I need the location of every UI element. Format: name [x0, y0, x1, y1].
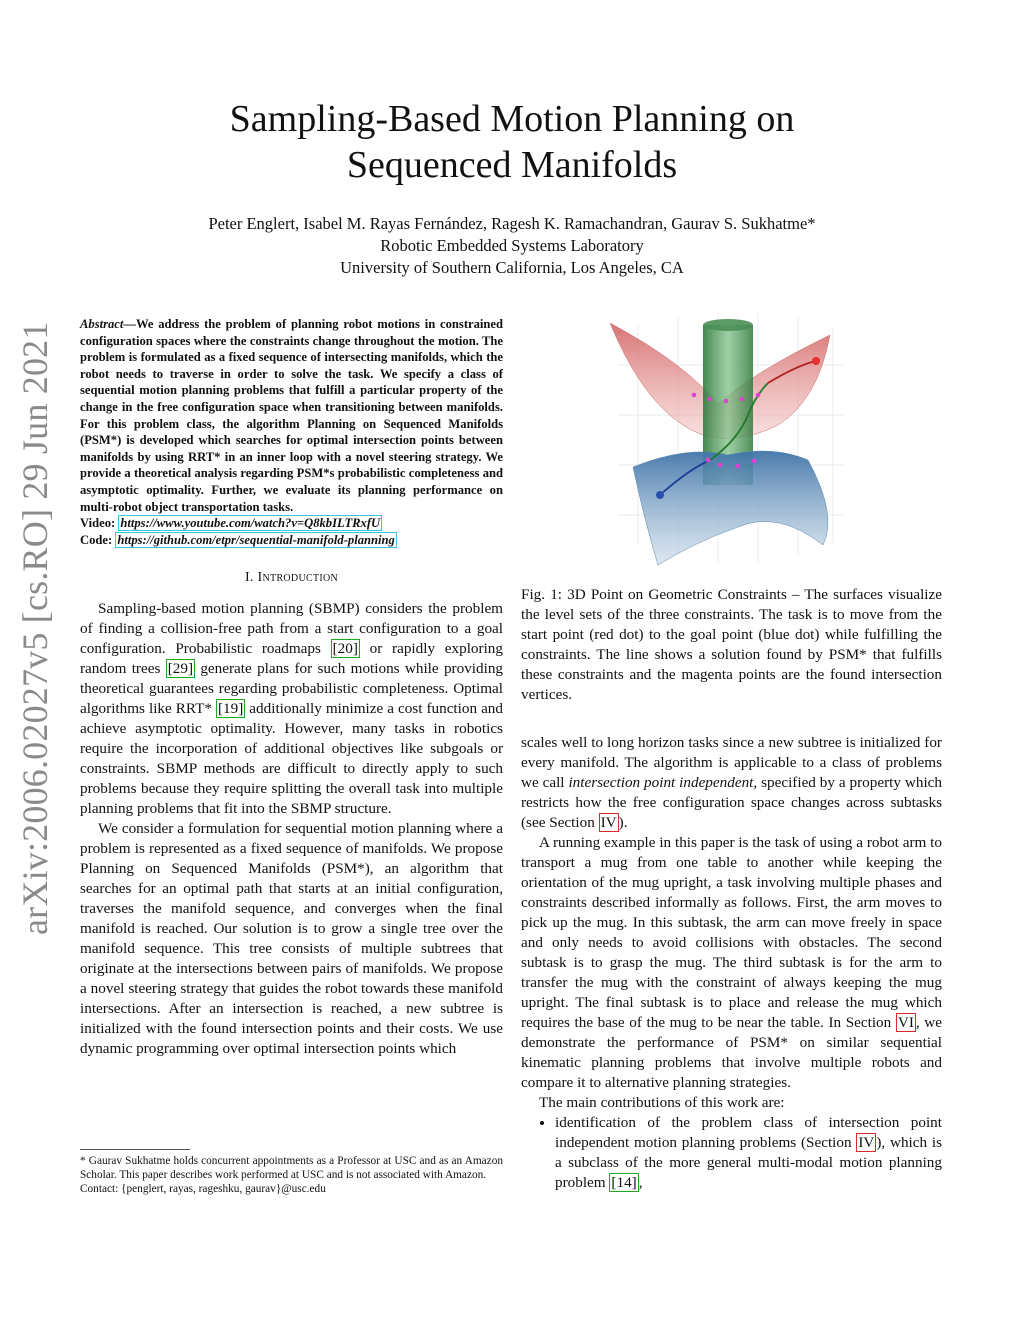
- section-heading-introduction: I. Introduction: [244, 570, 339, 586]
- figure-caption: Fig. 1: 3D Point on Geometric Constraints – The surfaces visualize the level sets of the three constraints. The task is to move from the start point (red dot) to the goal point (blue dot) while fulfilling the constraints. The line shows a solution found by PSM* that fulfills these constraints and the magenta points are the found intersection vertices.: [521, 586, 942, 703]
- footnote-text: * Gaurav Sukhatme holds concurrent appointments as a Professor at USC and as an Amazon Scholar. This paper describes work performed at USC and is not associated with Amazon.: [80, 1155, 503, 1181]
- intersection-vertex: [756, 393, 761, 398]
- goal-point-blue-dot: [656, 491, 664, 499]
- intersection-vertex: [708, 397, 713, 402]
- citation-link[interactable]: [20]: [332, 640, 358, 658]
- intro-paragraph-1: Sampling-based motion planning (SBMP) considers the problem of finding a collision-free path from a start configuration to a goal configuration. Probabilistic roadmaps [20] or rapidly exploring random trees [29] generate plans for such motions while providing theoretical guarantees regarding probabilistic completeness. Optimal algorithms like RRT* [19] additionally minimize a cost function and achieve asymptotic optimality. However, many tasks in robotics require the incorporation of additional objectives like subgoals or constraints. SBMP methods are difficult to directly apply to such problems because they require splitting the overall task into multiple planning problems that fit into the SBMP structure.: [80, 600, 504, 818]
- affiliation-university: University of Southern California, Los Angeles, CA: [340, 258, 684, 277]
- intro-paragraph-2: We consider a formulation for sequential motion planning where a problem is represented as a fixed sequence of manifolds. We propose Planning on Sequenced Manifolds (PSM*), an algorithm that searches for an optimal path that starts at an initial configuration, traverses the manifold sequence, and converges when the final manifold is reached. Our solution is to grow a single tree over the manifold sequence. This tree consists of multiple subtrees that originate at the intersections between pairs of manifolds. We propose a novel steering strategy that guides the robot towards these manifold intersections. After an intersection is reached, a new subtree is initialized with the found intersection points and their costs. We use dynamic programming over optimal intersection points which: [80, 820, 503, 1058]
- intersection-vertex: [706, 458, 711, 463]
- section-ref-link[interactable]: IV: [858, 1134, 875, 1151]
- author-list: Peter Englert, Isabel M. Rayas Fernández, Ragesh K. Ramachandran, Gaurav S. Sukhatme*: [208, 214, 816, 233]
- cylinder-top: [703, 319, 753, 331]
- abstract-label: Abstract: [80, 317, 124, 331]
- figure-3d-manifolds: [598, 305, 858, 577]
- right-paragraph-2: A running example in this paper is the task of using a robot arm to transport a mug from one table to another while keeping the orientation of the mug upright, a task involving multiple phases and constraints described informally as follows. First, the arm moves to pick up the mug. In this subtask, the arm can move freely in space and only needs to avoid collisions with obstacles. The second subtask is to grasp the mug. The third subtask is for the arm to transfer the mug with the constraint of always keeping the mug upright. The final subtask is to place and release the mug which requires the base of the mug to be near the table. In Section VI , we demonstrate the performance of PSM* on similar sequential kinematic planning problems that involve multiple robots and compare it to alternative planning strategies.: [521, 834, 942, 1091]
- video-link[interactable]: https://www.youtube.com/watch?v=Q8kbILTRxfU: [120, 516, 381, 531]
- citation-link[interactable]: [14]: [611, 1174, 637, 1191]
- right-column: [521, 733, 942, 1193]
- intersection-vertex: [692, 393, 697, 398]
- video-label: Video:: [80, 516, 116, 531]
- bottom-surface: [633, 451, 828, 565]
- right-paragraph-1: scales well to long horizon tasks since a new subtree is initialized for every manifold. The algorithm is applicable to a class of problems we call intersection point independent, specified by a property which restricts how the free configuration space changes across subtasks (see Section IV ).: [521, 734, 942, 831]
- affiliation-lab: Robotic Embedded Systems Laboratory: [380, 236, 644, 255]
- intersection-vertex: [718, 463, 723, 468]
- citation-link[interactable]: [19]: [217, 700, 244, 718]
- code-label: Code:: [80, 532, 113, 547]
- intersection-vertex: [740, 397, 745, 402]
- code-link[interactable]: https://github.com/etpr/sequential-manifold-planning: [117, 532, 395, 547]
- footnote-contact: Contact: {penglert, rayas, rageshku, gaurav}@usc.edu: [80, 1183, 326, 1195]
- arxiv-identifier: arXiv:2006.02027v5 [cs.RO] 29 Jun 2021: [15, 321, 55, 935]
- footnote: [80, 1154, 503, 1196]
- author-block: [0, 213, 1024, 279]
- abstract-text: We address the problem of planning robot motions in constrained configuration spaces where the constraints change throughout the motion. The problem is formulated as a fixed sequence of intersecting manifolds, which the robot needs to traverse in order to solve the task. We specify a class of sequential motion planning problems that fulfill a particular property of the change in the free configuration space when transitioning between manifolds. For this problem class, the algorithm Planning on Sequenced Manifolds (PSM*) is developed which searches for optimal intersection points between manifolds by using RRT* in an inner loop with a novel steering strategy. We provide a theoretical analysis regarding PSM*s probabilistic completeness and asymptotic optimality. Further, we evaluate its planning performance on multi-robot object transportation tasks.: [80, 317, 503, 514]
- start-point-red-dot: [812, 357, 820, 365]
- list-item: • identification of the problem class of intersection point independent motion planning problems (Section IV ), which is a subclass of the more general multi-modal motion planning problem [14] ,: [555, 1113, 942, 1193]
- right-paragraph-3: The main contributions of this work are:: [539, 1094, 785, 1111]
- left-column: [80, 316, 503, 1059]
- citation-link[interactable]: [29]: [167, 660, 194, 678]
- section-ref-link[interactable]: VI: [897, 1014, 914, 1031]
- intersection-vertex: [736, 464, 741, 469]
- section-ref-link[interactable]: IV: [600, 814, 617, 831]
- paper-title: [0, 96, 1024, 188]
- intersection-vertex: [752, 459, 757, 464]
- footnote-rule: [80, 1149, 190, 1150]
- title-line-1: Sampling-Based Motion Planning on: [229, 98, 795, 140]
- abstract: Abstract—We address the problem of planning robot motions in constrained configuration spaces where the constraints change throughout the motion. The problem is formulated as a fixed sequence of intersecting manifolds, which the robot needs to traverse in order to solve the task. We specify a class of sequential motion planning problems that fulfill a particular property of the change in the free configuration space when transitioning between manifolds. For this problem class, the algorithm Planning on Sequenced Manifolds (PSM*) is developed which searches for optimal intersection points between manifolds by using RRT* in an inner loop with a novel steering strategy. We provide a theoretical analysis regarding PSM*s probabilistic completeness and asymptotic optimality. Further, we evaluate its planning performance on multi-robot object transportation tasks. Video: https://www.youtube.com/watch?v=Q8kbILTRxfU Code: https://github.com/etpr/sequential-manifold-planning: [80, 317, 503, 547]
- title-line-2: Sequenced Manifolds: [346, 144, 678, 186]
- contributions-list: [521, 1113, 942, 1193]
- intersection-vertex: [724, 399, 729, 404]
